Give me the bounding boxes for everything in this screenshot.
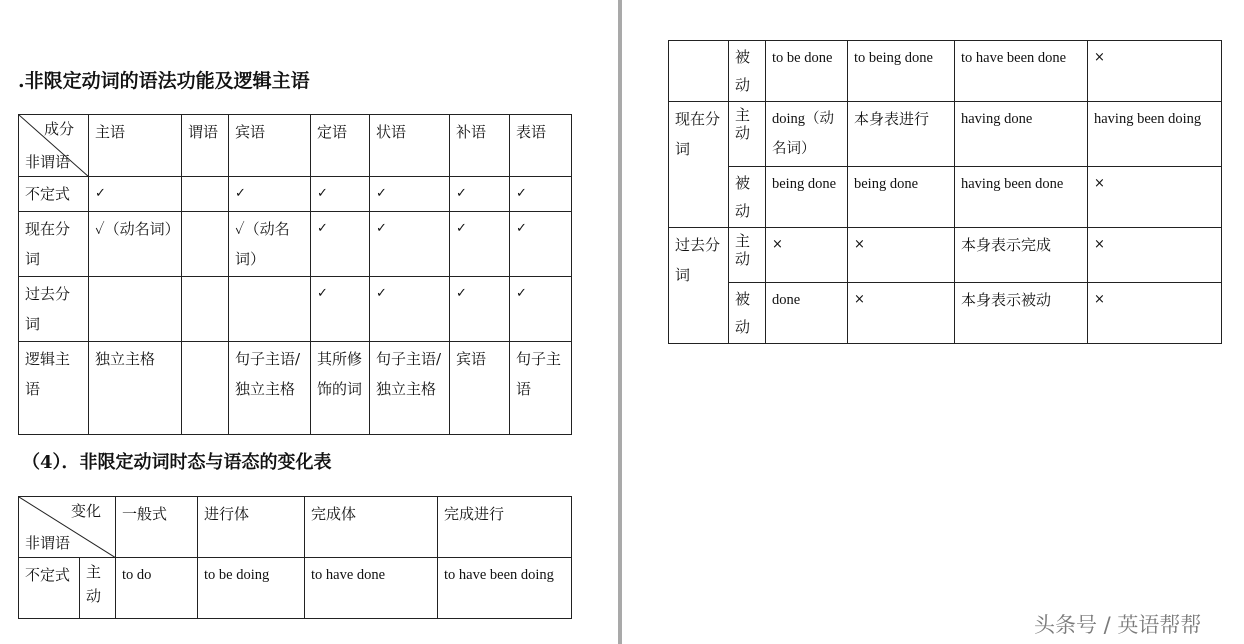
table2-header: 一般式 <box>116 497 198 558</box>
table2-header: 进行体 <box>198 497 305 558</box>
voice-label: 被动 <box>729 283 766 344</box>
table-cell <box>182 277 229 342</box>
table1-header: 状语 <box>370 115 450 177</box>
table1-corner-bottom: 非谓语 <box>25 153 71 171</box>
table-cell: 句子主语/独立主格 <box>370 342 450 435</box>
table-cell: ✓ <box>311 177 370 212</box>
tense-voice-table-part1 <box>18 496 572 619</box>
table-cell: having been done <box>955 167 1088 228</box>
table1-header: 补语 <box>450 115 510 177</box>
grammar-function-table <box>18 114 572 435</box>
table-cell <box>89 277 182 342</box>
watermark: 头条号 / 英语帮帮 <box>1034 613 1202 637</box>
table-cell <box>182 212 229 277</box>
section-heading-tense-voice: （4）．非限定动词时态与语态的变化表 <box>22 452 332 473</box>
table-cell <box>182 342 229 435</box>
table1-header: 宾语 <box>229 115 311 177</box>
page-divider <box>612 0 626 644</box>
table1-corner-cell <box>19 115 89 177</box>
table-cell: ✓ <box>510 277 572 342</box>
table-cell: ✓（动名词） <box>229 212 311 277</box>
table-cell: to be done <box>766 41 848 102</box>
table-cell: ✓ <box>370 212 450 277</box>
table-cell: to have been done <box>955 41 1088 102</box>
row-label: 现在分词 <box>19 212 89 277</box>
table-cell: to do <box>116 558 198 619</box>
section-heading-grammar-functions: .非限定动词的语法功能及逻辑主语 <box>18 70 310 92</box>
table-cell: × <box>848 228 955 283</box>
voice-label: 被动 <box>729 41 766 102</box>
table2-header: 完成进行 <box>438 497 572 558</box>
table3-row <box>669 228 1222 283</box>
table1-row <box>19 342 572 435</box>
voice-label: 主动 <box>80 558 116 619</box>
row-label: 过去分词 <box>19 277 89 342</box>
table-cell: ✓ <box>89 177 182 212</box>
table-cell: doing（动名词） <box>766 102 848 167</box>
table3-row <box>669 102 1222 167</box>
table-cell: ✓ <box>510 212 572 277</box>
table-cell: ✓ <box>311 212 370 277</box>
row-label: 不定式 <box>19 558 80 619</box>
table-cell <box>182 177 229 212</box>
table-cell: ✓ <box>450 212 510 277</box>
table1-header: 主语 <box>89 115 182 177</box>
table-cell: 本身表进行 <box>848 102 955 167</box>
tense-voice-table-part2 <box>668 40 1222 344</box>
table-cell: to be doing <box>198 558 305 619</box>
table-cell: × <box>1088 167 1222 228</box>
table3-row <box>669 167 1222 228</box>
table1-corner-top: 成分 <box>43 120 74 138</box>
row-label <box>669 41 729 102</box>
table-cell: being done <box>848 167 955 228</box>
table-cell: 本身表示被动 <box>955 283 1088 344</box>
table-cell: × <box>848 283 955 344</box>
table-cell: ✓ <box>450 277 510 342</box>
table-cell: 独立主格 <box>89 342 182 435</box>
table-cell: to have done <box>305 558 438 619</box>
table-cell: to being done <box>848 41 955 102</box>
table-cell: 其所修饰的词 <box>311 342 370 435</box>
table2-header: 完成体 <box>305 497 438 558</box>
table-cell: × <box>1088 283 1222 344</box>
table-cell: ✓ <box>510 177 572 212</box>
table-cell: 宾语 <box>450 342 510 435</box>
table-cell: having been doing <box>1088 102 1222 167</box>
table-cell: ✓ <box>450 177 510 212</box>
table2-corner-bottom: 非谓语 <box>25 534 71 552</box>
table-cell: ✓（动名词） <box>89 212 182 277</box>
table1-header: 表语 <box>510 115 572 177</box>
table3-row <box>669 283 1222 344</box>
table-cell: ✓ <box>370 177 450 212</box>
row-label: 逻辑主语 <box>19 342 89 435</box>
table-cell: to have been doing <box>438 558 572 619</box>
table1-header: 谓语 <box>182 115 229 177</box>
row-label: 现在分词 <box>669 102 729 228</box>
table1-row <box>19 212 572 277</box>
table3-row <box>669 41 1222 102</box>
voice-label: 主动 <box>729 228 766 283</box>
voice-label: 主动 <box>729 102 766 167</box>
table-cell: having done <box>955 102 1088 167</box>
table2-row <box>19 558 572 619</box>
table-cell: ✓ <box>311 277 370 342</box>
table-cell: ✓ <box>370 277 450 342</box>
table-cell <box>229 277 311 342</box>
table-cell: × <box>1088 228 1222 283</box>
table-cell: 句子主语 <box>510 342 572 435</box>
table1-row <box>19 277 572 342</box>
table-cell: 句子主语/独立主格 <box>229 342 311 435</box>
table-cell: done <box>766 283 848 344</box>
table-cell: × <box>1088 41 1222 102</box>
left-page <box>0 0 612 644</box>
table-cell: ✓ <box>229 177 311 212</box>
table-cell: being done <box>766 167 848 228</box>
voice-label: 被动 <box>729 167 766 228</box>
row-label: 过去分词 <box>669 228 729 344</box>
table-cell: 本身表示完成 <box>955 228 1088 283</box>
table-cell: × <box>766 228 848 283</box>
table2-corner-top: 变化 <box>70 502 101 520</box>
table1-row <box>19 177 572 212</box>
table2-corner-cell <box>19 497 116 558</box>
row-label: 不定式 <box>19 177 89 212</box>
table1-header: 定语 <box>311 115 370 177</box>
